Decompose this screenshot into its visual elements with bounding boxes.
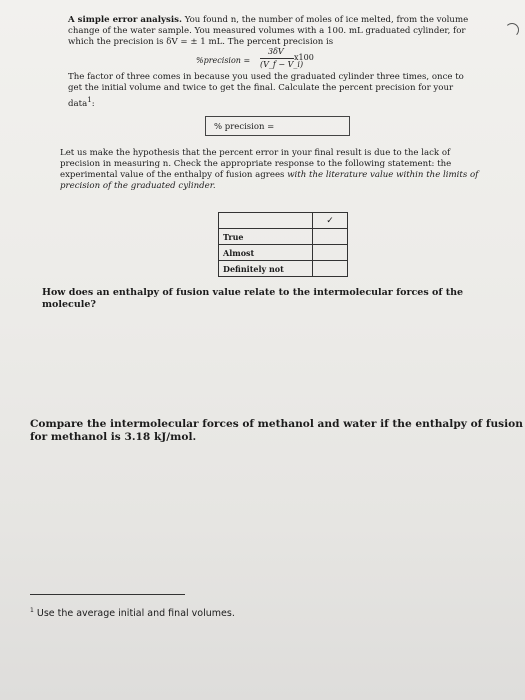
footnote xyxy=(30,607,235,619)
formula-numerator: 3δV xyxy=(268,47,284,56)
response-label-definitely-not: Definitely not xyxy=(219,261,313,277)
footnote-divider xyxy=(30,594,185,595)
checkbox-definitely-not[interactable] xyxy=(313,261,348,277)
response-label-almost: Almost xyxy=(219,245,313,261)
factor-colon: : xyxy=(91,98,95,109)
question-enthalpy: How does an enthalpy of fusion value relate to the intermolecular forces of the molecule? xyxy=(42,287,464,310)
checkbox-almost[interactable] xyxy=(313,245,348,261)
footnote-text: Use the average initial and final volumes. xyxy=(36,608,235,620)
precision-formula xyxy=(196,47,346,75)
hypothesis-paragraph xyxy=(60,148,480,192)
factor-paragraph xyxy=(68,72,473,110)
table-row xyxy=(219,261,348,277)
factor-text: The factor of three comes in because you used the graduated cylinder three times, once to get the initial volume and twice to get the final. Calculate the percent precision for your data xyxy=(68,72,464,109)
table-row xyxy=(219,229,348,245)
response-table xyxy=(218,212,348,277)
response-label-true: True xyxy=(219,229,313,245)
table-header-blank xyxy=(219,213,313,229)
formula-multiplier: x100 xyxy=(294,53,314,62)
corner-mark-icon xyxy=(505,23,519,37)
fraction-bar xyxy=(260,58,294,59)
formula-lhs: %precision = xyxy=(196,56,251,65)
precision-label: % precision = xyxy=(214,122,275,132)
hypothesis-text: Let us make the hypothesis that the percent error in your final result is due to the lack of precision in measuring n. Check the appropriate response to the following statement: the experimental value of the enthalpy of fusion agrees xyxy=(60,148,452,180)
hypothesis-italic: with the literature value within the limits of precision of the graduated cylinder. xyxy=(60,170,479,191)
check-mark-icon: ✓ xyxy=(313,213,348,229)
table-header-row xyxy=(219,213,348,229)
checkbox-true[interactable] xyxy=(313,229,348,245)
table-row xyxy=(219,245,348,261)
intro-paragraph xyxy=(68,15,473,48)
question-methanol: Compare the intermolecular forces of methanol and water if the enthalpy of fusion for methanol is 3.18 kJ/mol. xyxy=(30,418,523,443)
precision-answer-box[interactable] xyxy=(205,116,350,136)
formula-denominator: (V_f − V_i) xyxy=(260,60,304,69)
intro-text: You found n, the number of moles of ice melted, from the volume change of the water sample. You measured volumes with a 100. mL graduated cylinder, for which the precision is δV = ± 1 mL. The percent precision is xyxy=(68,15,469,47)
intro-heading: A simple error analysis. xyxy=(68,15,182,25)
footnote-marker: 1 xyxy=(30,607,34,614)
footnote-ref: 1 xyxy=(87,95,92,104)
